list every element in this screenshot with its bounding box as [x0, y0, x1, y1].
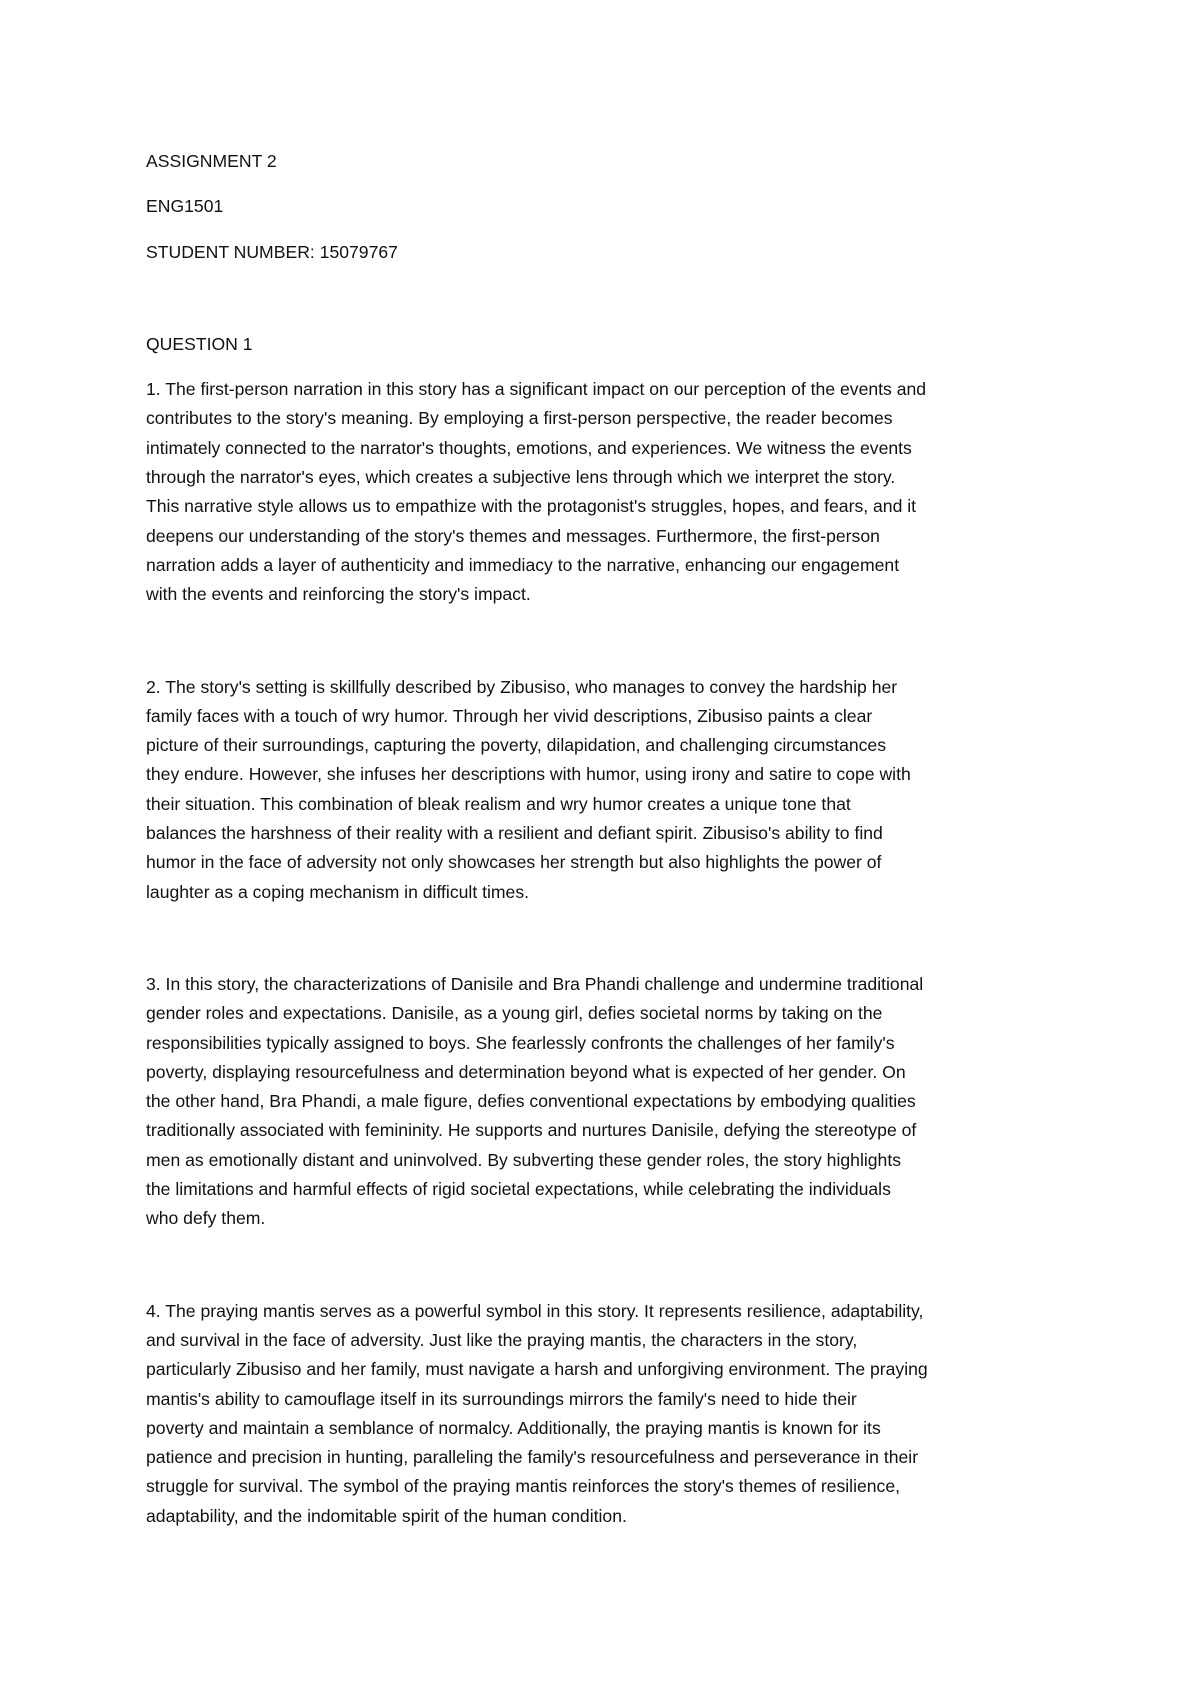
answer-line: with the events and reinforcing the story's impact.	[146, 584, 531, 605]
answer-line: humor in the face of adversity not only showcases her strength but also highlights the power of	[146, 852, 882, 873]
answer-line: they endure. However, she infuses her descriptions with humor, using irony and satire to cope with	[146, 764, 911, 785]
paragraph-spacer	[146, 907, 1071, 970]
answer-line: poverty, displaying resourcefulness and determination beyond what is expected of her gender. On	[146, 1061, 906, 1082]
answer-line: deepens our understanding of the story's themes and messages. Furthermore, the first-person	[146, 525, 880, 546]
answer-line: the limitations and harmful effects of rigid societal expectations, while celebrating the individuals	[146, 1179, 891, 1200]
answer-line: through the narrator's eyes, which creates a subjective lens through which we interpret the story.	[146, 467, 896, 488]
answer-line: gender roles and expectations. Danisile, as a young girl, defies societal norms by taking on the	[146, 1003, 883, 1024]
paragraph-spacer	[146, 610, 1071, 673]
question-heading: QUESTION 1	[146, 333, 253, 354]
answer-line: poverty and maintain a semblance of normalcy. Additionally, the praying mantis is known for its	[146, 1417, 881, 1438]
answer-line: 2. The story's setting is skillfully described by Zibusiso, who manages to convey the hardship her	[146, 676, 898, 697]
answer-line: struggle for survival. The symbol of the praying mantis reinforces the story's themes of resilience,	[146, 1476, 901, 1497]
answer-line: 4. The praying mantis serves as a powerful symbol in this story. It represents resilience, adaptability,	[146, 1300, 924, 1321]
answer-line: picture of their surroundings, capturing the poverty, dilapidation, and challenging circumstances	[146, 735, 887, 756]
answer-line: who defy them.	[146, 1208, 266, 1229]
answer-line: 3. In this story, the characterizations of Danisile and Bra Phandi challenge and undermine traditional	[146, 973, 924, 994]
answer-line: responsibilities typically assigned to boys. She fearlessly confronts the challenges of her family's	[146, 1032, 895, 1053]
student-number: STUDENT NUMBER: 15079767	[146, 241, 398, 262]
answer-line: the other hand, Bra Phandi, a male figure, defies conventional expectations by embodying qualities	[146, 1091, 916, 1112]
answer-line: 1. The first-person narration in this story has a significant impact on our perception of the events and	[146, 379, 927, 400]
answer-line: contributes to the story's meaning. By employing a first-person perspective, the reader becomes	[146, 408, 893, 429]
answer-line: particularly Zibusiso and her family, must navigate a harsh and unforgiving environment. The praying	[146, 1359, 928, 1380]
answer-4-paragraph	[146, 1297, 1071, 1531]
paragraph-spacer	[146, 1234, 1071, 1297]
answer-line: balances the harshness of their reality with a resilient and defiant spirit. Zibusiso's ability to find	[146, 823, 883, 844]
answer-line: family faces with a touch of wry humor. Through her vivid descriptions, Zibusiso paints a clear	[146, 705, 873, 726]
answer-3-paragraph	[146, 970, 1071, 1234]
answer-1-paragraph	[146, 375, 1071, 609]
answer-line: adaptability, and the indomitable spirit of the human condition.	[146, 1505, 627, 1526]
answer-line: laughter as a coping mechanism in difficult times.	[146, 881, 530, 902]
answer-line: This narrative style allows us to empathize with the protagonist's struggles, hopes, and fears, and it	[146, 496, 917, 517]
document-body	[146, 147, 1071, 1531]
answer-line: traditionally associated with femininity. He supports and nurtures Danisile, defying the stereotype of	[146, 1120, 917, 1141]
assignment-title: ASSIGNMENT 2	[146, 151, 277, 171]
answer-line: narration adds a layer of authenticity and immediacy to the narrative, enhancing our engagement	[146, 554, 900, 575]
course-code: ENG1501	[146, 196, 224, 217]
answer-line: and survival in the face of adversity. Just like the praying mantis, the characters in the story,	[146, 1329, 858, 1350]
answer-line: intimately connected to the narrator's thoughts, emotions, and experiences. We witness the events	[146, 437, 912, 458]
answer-2-paragraph	[146, 673, 1071, 907]
answer-line: their situation. This combination of bleak realism and wry humor creates a unique tone that	[146, 793, 851, 814]
answer-line: patience and precision in hunting, paralleling the family's resourcefulness and perseverance in their	[146, 1447, 919, 1468]
answer-line: men as emotionally distant and uninvolved. By subverting these gender roles, the story highlights	[146, 1149, 902, 1170]
answer-line: mantis's ability to camouflage itself in its surroundings mirrors the family's need to hide their	[146, 1388, 857, 1409]
